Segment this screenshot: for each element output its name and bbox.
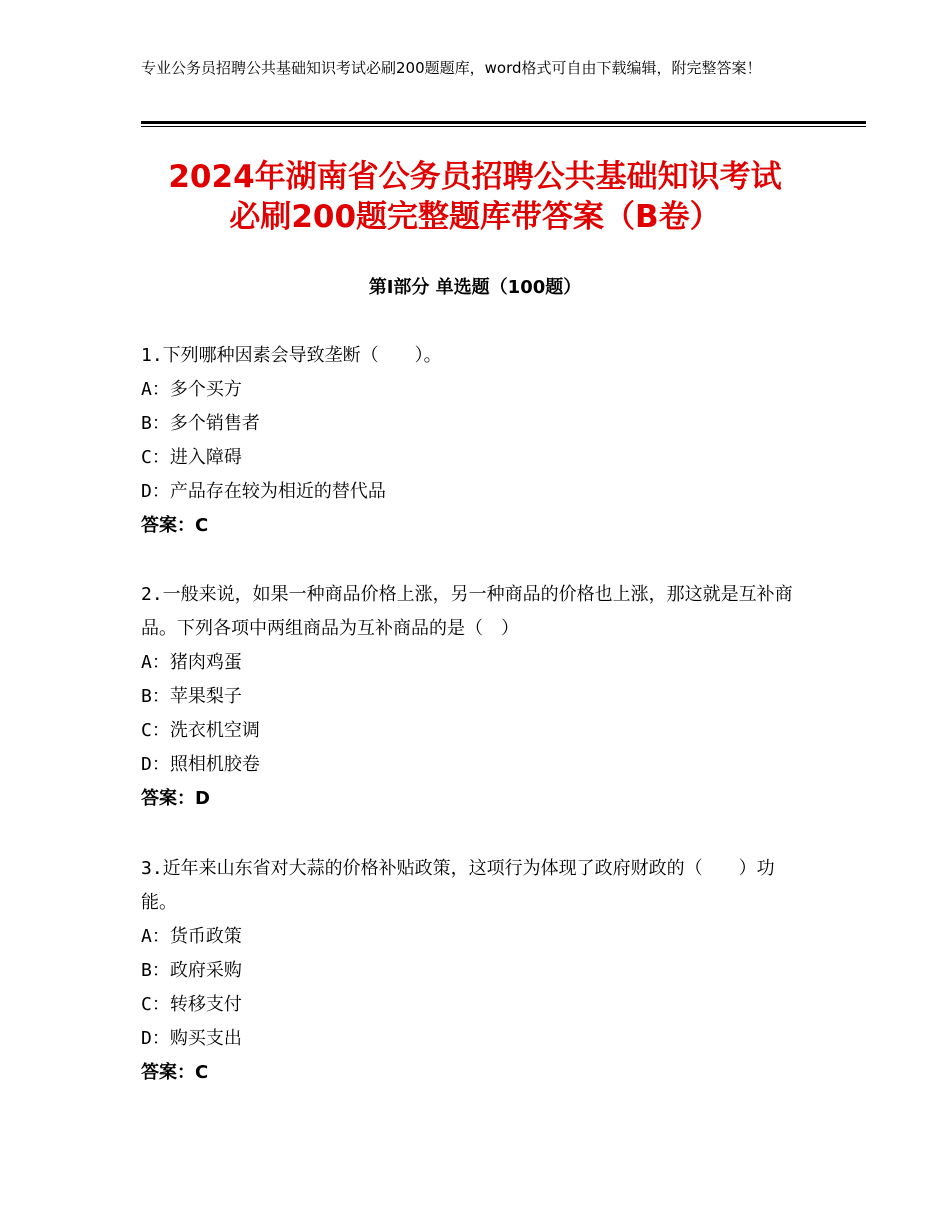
question-3 xyxy=(141,852,809,1090)
answer: 答案：C xyxy=(141,515,209,536)
option-b: B：多个销售者 xyxy=(141,413,260,434)
document-title-line-1: 2024年湖南省公务员招聘公共基础知识考试 xyxy=(168,159,782,195)
option-b: B：苹果梨子 xyxy=(141,686,242,707)
document-title-line-2: 必刷200题完整题库带答案（B卷） xyxy=(229,199,721,235)
option-a: A：货币政策 xyxy=(141,926,242,947)
option-d: D：产品存在较为相近的替代品 xyxy=(141,481,386,502)
header-rule-thin xyxy=(141,126,866,127)
header-note: 专业公务员招聘公共基础知识考试必刷200题题库，word格式可自由下载编辑，附完整答案！ xyxy=(141,59,762,77)
option-d: D：购买支出 xyxy=(141,1028,242,1049)
option-a: A：猪肉鸡蛋 xyxy=(141,652,242,673)
question-2 xyxy=(141,578,809,816)
option-c: C：转移支付 xyxy=(141,994,242,1015)
section-title: 第Ⅰ部分 单选题（100题） xyxy=(368,277,582,298)
option-b: B：政府采购 xyxy=(141,960,242,981)
option-a: A：多个买方 xyxy=(141,379,242,400)
option-c: C：洗衣机空调 xyxy=(141,720,260,741)
question-stem: 3.近年来山东省对大蒜的价格补贴政策，这项行为体现了政府财政的（ ）功能。 xyxy=(141,858,775,913)
question-1 xyxy=(141,339,809,543)
document-title xyxy=(100,157,850,237)
option-c: C：进入障碍 xyxy=(141,447,242,468)
answer: 答案：C xyxy=(141,1062,209,1083)
option-d: D：照相机胶卷 xyxy=(141,754,260,775)
header-rule-thick xyxy=(141,121,866,124)
question-stem: 1.下列哪种因素会导致垄断（ ）。 xyxy=(141,345,442,366)
question-stem: 2.一般来说，如果一种商品价格上涨，另一种商品的价格也上涨，那这就是互补商品。下列各项中两组商品为互补商品的是（ ） xyxy=(141,584,793,639)
answer: 答案：D xyxy=(141,788,210,809)
